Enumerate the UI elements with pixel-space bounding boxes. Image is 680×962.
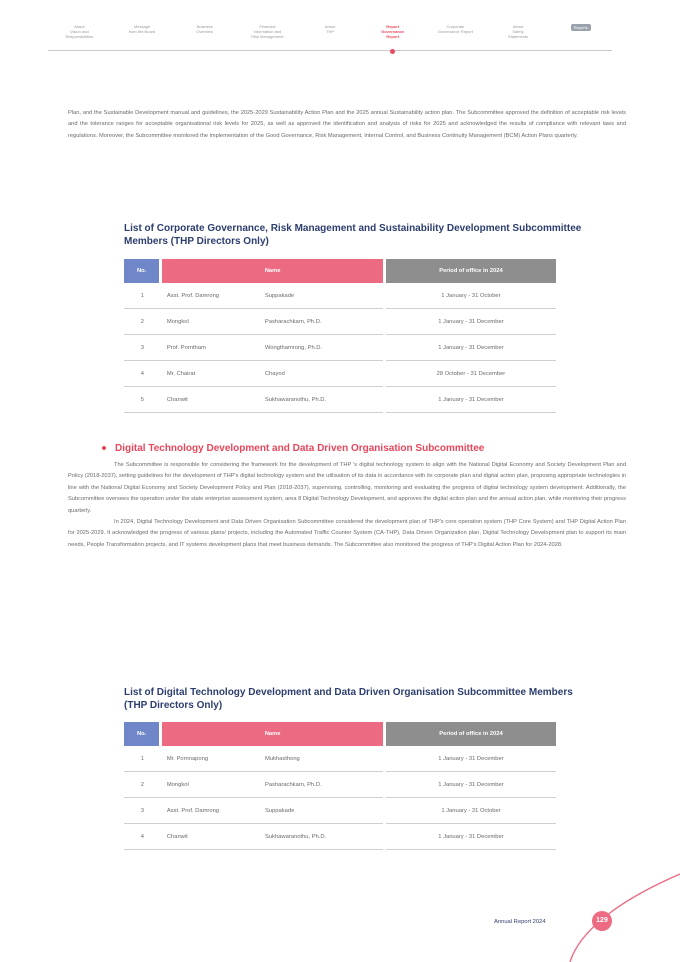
cell-period: 1 January - 31 December: [384, 387, 556, 413]
digital-section-body: [68, 460, 626, 551]
table2-title: List of Digital Technology Development and Data Driven Organisation Subcommittee Members (THP Directors Only): [124, 687, 573, 711]
top-navigation: [48, 20, 612, 51]
table1-header-name: Name: [161, 259, 385, 283]
cell-last: Mukhasthong: [265, 746, 384, 772]
table1-members: [124, 259, 556, 413]
cell-last: Pasharachkarn, Ph.D.: [265, 772, 384, 798]
cell-first: Chanwit: [161, 387, 265, 413]
cell-last: Chayod: [265, 361, 385, 387]
nav-item-label: About Safety Statements: [507, 24, 529, 39]
cell-no: 3: [124, 335, 161, 361]
nav-item-8[interactable]: [487, 20, 550, 50]
intro-paragraph: Plan, and the Sustainable Development manual and guidelines, the 2025-2029 Sustainability Action Plan and the 2025 annual Sustainability action plan. The Subcommittee approved the definition of acceptable risk levels and the tolerance ranges for acceptable organisational risk levels for 2025, as well as approved the identification and analysis of risks for 2025 and acknowledged the results of compliance with relevant laws and regulations. Moreover, the Subcommittee monitored the implementation of the Good Governance, Risk Management, Internal Control, and Business Continuity Management (BCM) Action Plans quarterly.: [68, 110, 626, 139]
cell-last: Suppakade: [265, 798, 384, 824]
table-row: [124, 335, 556, 361]
table-row: [124, 772, 556, 798]
cell-first: Prof. Porntham: [161, 335, 265, 361]
intro-section: [68, 108, 626, 142]
nav-item-label: About THP: [324, 24, 336, 34]
nav-item-label: About Vision and Responsibilities: [65, 24, 94, 39]
cell-first: Mongkol: [161, 772, 265, 798]
table-row: [124, 746, 556, 772]
cell-period: 1 January - 31 October: [384, 283, 556, 309]
table-row: [124, 361, 556, 387]
cell-last: Suppakade: [265, 283, 385, 309]
cell-period: 1 January - 31 December: [384, 824, 556, 850]
table-row: [124, 798, 556, 824]
cell-no: 2: [124, 309, 161, 335]
table2-header-no: No.: [124, 722, 161, 746]
cell-period: 1 January - 31 December: [384, 772, 556, 798]
table1-header-no: No.: [124, 259, 161, 283]
nav-item-label: Corporate Governance Report: [437, 24, 473, 34]
table-row: [124, 309, 556, 335]
table2-members: [124, 722, 556, 850]
cell-no: 2: [124, 772, 161, 798]
decorative-curve: [500, 860, 680, 962]
nav-item-2[interactable]: [111, 20, 174, 50]
cell-period: 1 January - 31 December: [384, 335, 556, 361]
cell-no: 5: [124, 387, 161, 413]
nav-item-label: Financial Information and Risk Management: [251, 24, 284, 39]
table1-header-period: Period of office in 2024: [384, 259, 556, 283]
nav-item-label: Message from the Board: [128, 24, 156, 34]
nav-item-5[interactable]: [299, 20, 362, 50]
nav-item-9[interactable]: [549, 20, 612, 50]
table1-title: List of Corporate Governance, Risk Management and Sustainability Development Subcommittee Members (THP Directors Only): [124, 223, 582, 247]
cell-first: Asst. Prof. Damrong: [161, 798, 265, 824]
cell-first: Chanwit: [161, 824, 265, 850]
nav-item-1[interactable]: [48, 20, 111, 50]
bullet-icon: [102, 446, 106, 450]
cell-last: Wongthamrong, Ph.D.: [265, 335, 385, 361]
table2-header-name: Name: [161, 722, 385, 746]
footer-report-label: Annual Report 2024: [494, 919, 546, 925]
cell-no: 1: [124, 283, 161, 309]
cell-last: Sukhawaranothu, Ph.D.: [265, 824, 384, 850]
nav-item-4[interactable]: [236, 20, 299, 50]
nav-item-label: Reports: [571, 24, 591, 31]
cell-first: Mongkol: [161, 309, 265, 335]
section-heading-digital: [102, 443, 622, 454]
nav-item-3[interactable]: [173, 20, 236, 50]
cell-no: 1: [124, 746, 161, 772]
cell-period: 1 January - 31 December: [384, 746, 556, 772]
cell-last: Pasharachkarn, Ph.D.: [265, 309, 385, 335]
nav-item-7[interactable]: [424, 20, 487, 50]
cell-first: Mr. Chairat: [161, 361, 265, 387]
table2-header-period: Period of office in 2024: [384, 722, 556, 746]
cell-first: Asst. Prof. Damrong: [161, 283, 265, 309]
digital-paragraph-1: The Subcommittee is responsible for considering the framework for the development of THP 's digital technology system to align with the National Digital Economy and Society Development Plan and Policy (2018-2037), setting guidelines for the development of THP's digital technology system and the utilisation of its data in accordance with its corporate plan and digital action plan, proposing appropriate technologies in line with the National Digital Economy and Society Development Policy and Plan (2018-2037), supervising, controlling, monitoring and evaluating the progress of digital technology system development. Additionally, the Subcommittee oversees the operation under the state enterprise assessment system, area 8 Digital Technology Development, and approves the digital action plan and the annual action plan, while monitoring their progress quarterly.: [68, 462, 626, 514]
page-number-badge: 129: [592, 911, 612, 931]
table-row: [124, 387, 556, 413]
cell-no: 4: [124, 361, 161, 387]
cell-last: Sukhawaranothu, Ph.D.: [265, 387, 385, 413]
nav-item-6[interactable]: [361, 20, 424, 50]
section-heading-text: Digital Technology Development and Data Driven Organisation Subcommittee: [115, 443, 485, 454]
cell-period: 1 January - 31 December: [384, 309, 556, 335]
nav-item-label: Report Governance Report: [381, 24, 405, 39]
cell-period: 1 January - 31 October: [384, 798, 556, 824]
cell-no: 4: [124, 824, 161, 850]
cell-no: 3: [124, 798, 161, 824]
table-row: [124, 824, 556, 850]
table-row: [124, 283, 556, 309]
digital-paragraph-2: In 2024, Digital Technology Development and Data Driven Organisation Subcommittee considered the development plan of THP's core operation system (THP Core System) and THP Digital Action Plan for 2025-2029. It acknowledged the progress of various plans/ projects, including the Automated Traffic Counter System (CA-THP), Data Driven Organization plan, Digital Technology Development plan to support its main needs, People Transformation projects, and IT systems development plans that meet business demands. The Subcommittee also monitored the progress of THP's Digital Action Plan for 2024-2028.: [68, 519, 626, 548]
cell-first: Mr. Pornnapong: [161, 746, 265, 772]
nav-item-label: Business Overview: [196, 24, 214, 34]
cell-period: 28 October - 31 December: [384, 361, 556, 387]
